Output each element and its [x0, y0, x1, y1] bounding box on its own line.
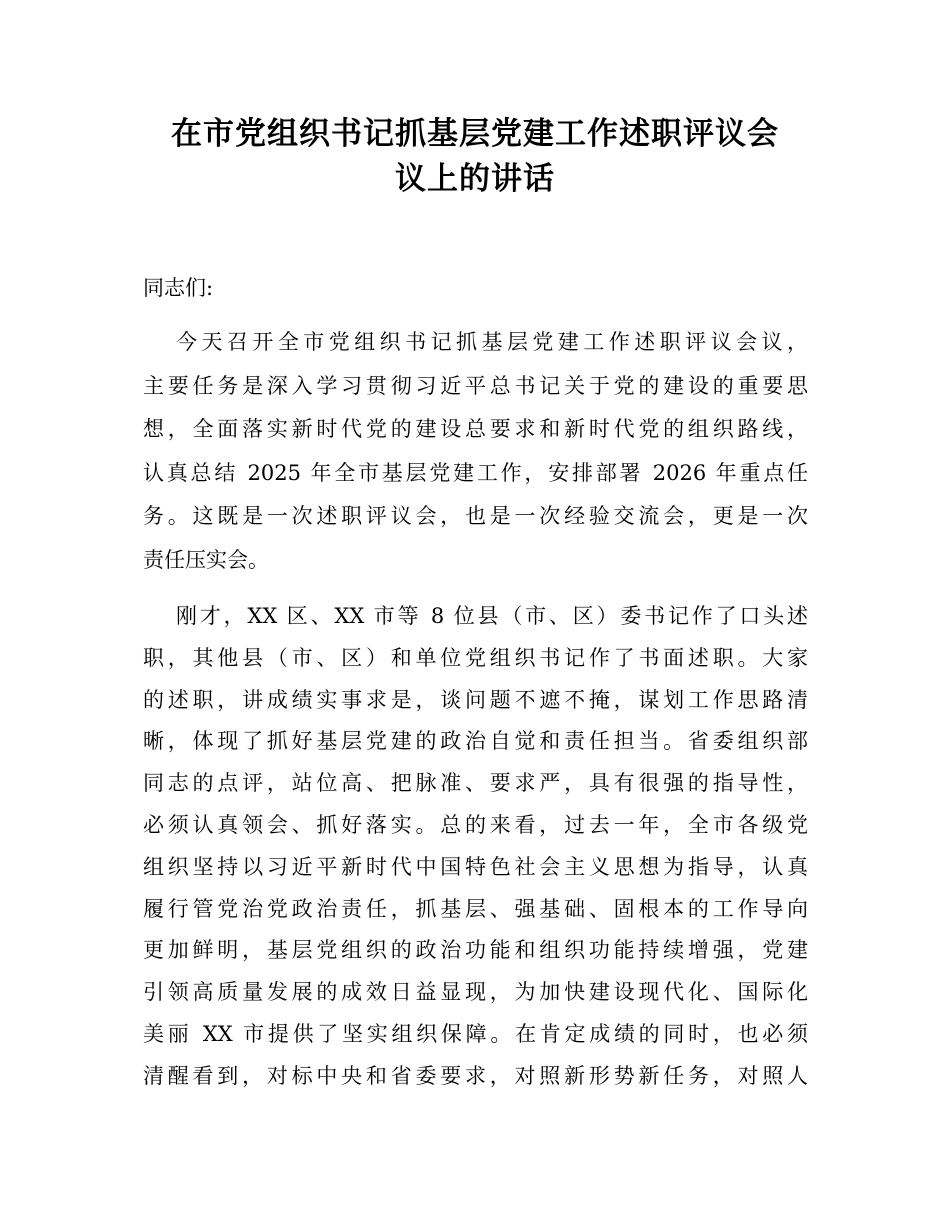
- text-line: 认真总结 2025 年全市基层党建工作，安排部署 2026 年重点任: [143, 460, 808, 485]
- text-line: 晰，体现了抓好基层党建的政治自觉和责任担当。省委组织部: [143, 729, 808, 754]
- document-title: [0, 112, 950, 202]
- text-line: 美丽 XX 市提供了坚实组织保障。在肯定成绩的同时，也必须: [143, 1021, 808, 1046]
- text-line: 的述职，讲成绩实事求是，谈问题不遮不掩，谋划工作思路清: [143, 687, 808, 712]
- paragraph-2: [143, 596, 808, 1098]
- title-line: 议上的讲话: [395, 161, 555, 197]
- text-line: 更加鲜明，基层党组织的政治功能和组织功能持续增强，党建: [143, 938, 808, 963]
- text-line: 主要任务是深入学习贯彻习近平总书记关于党的建设的重要思: [143, 373, 808, 398]
- greeting: 同志们:: [143, 276, 214, 300]
- text-line: 务。这既是一次述职评议会，也是一次经验交流会，更是一次: [143, 504, 808, 529]
- text-line: 想，全面落实新时代党的建设总要求和新时代党的组织路线，: [143, 417, 808, 442]
- text-line: 今天召开全市党组织书记抓基层党建工作述职评议会议，: [176, 330, 808, 354]
- text-line: 同志的点评，站位高、把脉准、要求严，具有很强的指导性，: [143, 771, 808, 796]
- paragraph-1: [143, 321, 808, 583]
- text-line: 必须认真领会、抓好落实。总的来看，过去一年，全市各级党: [143, 812, 808, 837]
- text-line: 履行管党治党政治责任，抓基层、强基础、固根本的工作导向: [143, 896, 808, 921]
- text-line: 刚才，XX 区、XX 市等 8 位县（市、区）委书记作了口头述: [176, 604, 808, 628]
- text-line: 职，其他县（市、区）和单位党组织书记作了书面述职。大家: [143, 645, 808, 670]
- text-line: 组织坚持以习近平新时代中国特色社会主义思想为指导，认真: [143, 854, 808, 879]
- title-line: 在市党组织书记抓基层党建工作述职评议会: [171, 116, 779, 152]
- text-line: 引领高质量发展的成效日益显现，为加快建设现代化、国际化: [143, 980, 808, 1005]
- text-line: 清醒看到，对标中央和省委要求，对照新形势新任务，对照人: [143, 1063, 808, 1088]
- text-line: 责任压实会。: [143, 547, 269, 572]
